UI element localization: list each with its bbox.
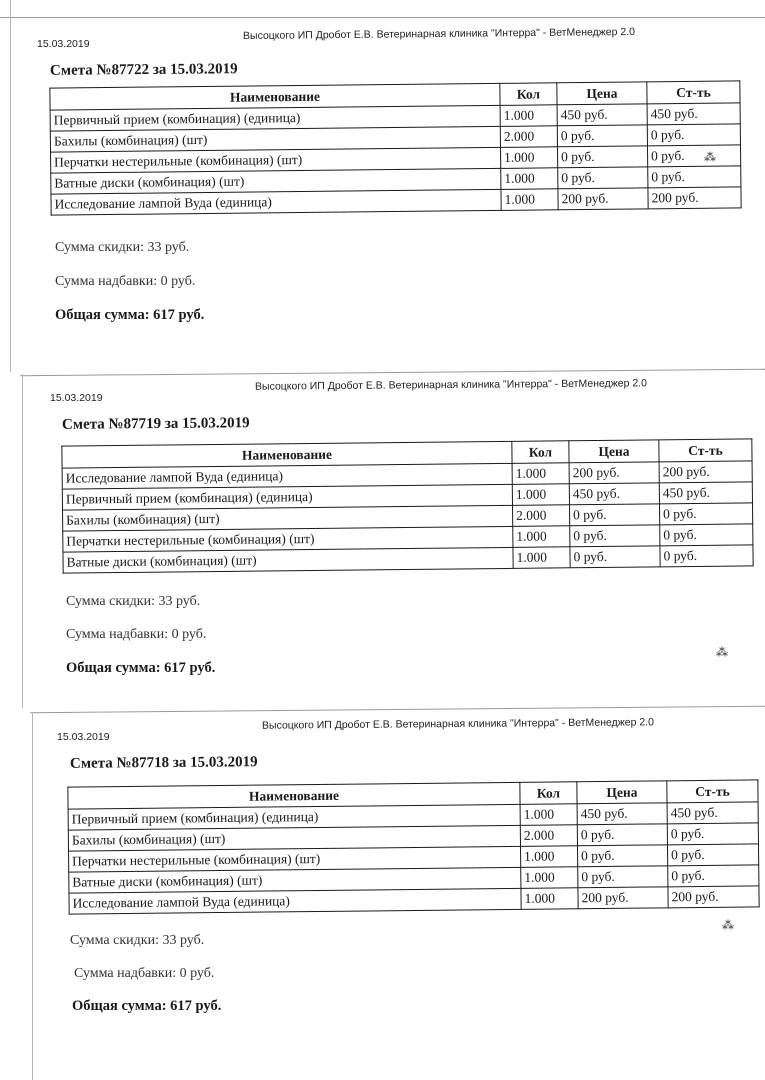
total-sum: Общая сумма: 617 руб. xyxy=(66,660,216,676)
item-price: 200 руб. xyxy=(569,462,659,484)
item-name: Бахилы (комбинация) (шт) xyxy=(63,505,513,531)
item-qty: 2.000 xyxy=(500,126,557,148)
scan-speck: ⁂ xyxy=(722,918,734,932)
col-header-price: Цена xyxy=(569,440,659,463)
markup-sum: Сумма надбавки: 0 руб. xyxy=(55,274,196,289)
item-price: 200 руб. xyxy=(558,188,648,210)
item-name: Ватные диски (комбинация) (шт) xyxy=(63,547,513,573)
col-header-name: Наименование xyxy=(50,83,500,110)
item-price: 0 руб. xyxy=(557,125,647,147)
item-qty: 1.000 xyxy=(501,189,558,211)
item-cost: 200 руб. xyxy=(668,886,759,908)
item-qty: 2.000 xyxy=(512,505,569,527)
total-sum: Общая сумма: 617 руб. xyxy=(72,998,222,1014)
header-clinic: Высоцкого ИП Дробот Е.В. Ветеринарная клиника "Интерра" - ВетМенеджер 2.0 xyxy=(261,716,654,732)
item-qty: 1.000 xyxy=(500,147,557,169)
item-cost: 0 руб. xyxy=(648,166,741,188)
item-cost: 0 руб. xyxy=(647,124,740,146)
col-header-name: Наименование xyxy=(62,441,512,468)
item-name: Первичный прием (комбинация) (единица) xyxy=(50,105,500,131)
item-name: Исследование лампой Вуда (единица) xyxy=(69,888,521,914)
item-name: Первичный прием (комбинация) (единица) xyxy=(62,484,512,510)
item-price: 0 руб. xyxy=(558,167,648,189)
item-qty: 1.000 xyxy=(520,804,577,826)
item-qty: 1.000 xyxy=(521,888,578,910)
item-cost: 200 руб. xyxy=(648,187,741,209)
item-qty: 1.000 xyxy=(501,168,558,190)
item-name: Ватные диски (комбинация) (шт) xyxy=(51,168,501,194)
discount-sum: Сумма скидки: 33 руб. xyxy=(55,240,190,255)
total-sum: Общая сумма: 617 руб. xyxy=(55,307,205,323)
item-cost: 0 руб. xyxy=(660,545,753,567)
col-header-name: Наименование xyxy=(68,782,520,809)
item-name: Перчатки нестерильные (комбинация) (шт) xyxy=(69,846,521,872)
item-cost: 450 руб. xyxy=(647,103,740,125)
header-date: 15.03.2019 xyxy=(37,38,90,50)
item-name: Бахилы (комбинация) (шт) xyxy=(50,126,500,152)
item-cost: 0 руб. xyxy=(667,823,758,845)
item-qty: 1.000 xyxy=(521,867,578,889)
item-cost: 200 руб. xyxy=(659,461,752,483)
item-name: Исследование лампой Вуда (единица) xyxy=(62,463,512,489)
item-price: 0 руб. xyxy=(557,146,647,168)
item-price: 200 руб. xyxy=(578,887,668,909)
col-header-qty: Кол xyxy=(520,782,577,805)
item-cost: 0 руб. xyxy=(668,865,759,887)
item-name: Ватные диски (комбинация) (шт) xyxy=(69,867,521,893)
item-cost: 0 руб. xyxy=(667,844,758,866)
col-header-price: Цена xyxy=(557,82,647,105)
item-qty: 1.000 xyxy=(513,526,570,548)
header-date: 15.03.2019 xyxy=(50,392,103,404)
col-header-cost: Ст-ть xyxy=(659,439,752,462)
item-qty: 1.000 xyxy=(512,463,569,485)
item-price: 450 руб. xyxy=(577,803,667,825)
item-qty: 1.000 xyxy=(512,484,569,506)
items-table xyxy=(67,779,759,914)
item-name: Перчатки нестерильные (комбинация) (шт) xyxy=(63,526,513,552)
col-header-qty: Кол xyxy=(512,441,569,464)
discount-sum: Сумма скидки: 33 руб. xyxy=(70,933,205,948)
col-header-price: Цена xyxy=(577,781,667,804)
item-name: Бахилы (комбинация) (шт) xyxy=(68,825,520,851)
discount-sum: Сумма скидки: 33 руб. xyxy=(66,594,201,609)
estimate-title: Смета №87718 за 15.03.2019 xyxy=(69,754,258,772)
item-price: 0 руб. xyxy=(569,504,659,526)
estimate-title: Смета №87719 за 15.03.2019 xyxy=(61,415,250,433)
item-price: 0 руб. xyxy=(570,525,660,547)
markup-sum: Сумма надбавки: 0 руб. xyxy=(74,966,215,981)
scan-speck: ⁂ xyxy=(704,150,716,164)
header-date: 15.03.2019 xyxy=(57,731,110,743)
item-cost: 0 руб. xyxy=(660,524,753,546)
estimate-title: Смета №87722 за 15.03.2019 xyxy=(49,61,238,79)
item-price: 0 руб. xyxy=(570,546,660,568)
item-cost: 450 руб. xyxy=(659,482,752,504)
header-clinic: Высоцкого ИП Дробот Е.В. Ветеринарная клиника "Интерра" - ВетМенеджер 2.0 xyxy=(254,377,647,393)
item-qty: 1.000 xyxy=(520,846,577,868)
item-name: Исследование лампой Вуда (единица) xyxy=(51,189,501,215)
item-name: Первичный прием (комбинация) (единица) xyxy=(68,804,520,830)
item-price: 450 руб. xyxy=(557,104,647,126)
item-price: 0 руб. xyxy=(577,845,667,867)
item-cost: 0 руб. xyxy=(659,503,752,525)
item-qty: 1.000 xyxy=(500,105,557,127)
item-qty: 2.000 xyxy=(520,825,577,847)
item-price: 0 руб. xyxy=(578,866,668,888)
item-qty: 1.000 xyxy=(513,547,570,569)
item-cost: 0 руб. xyxy=(647,145,740,167)
col-header-qty: Кол xyxy=(500,83,557,106)
header-clinic: Высоцкого ИП Дробот Е.В. Ветеринарная клиника "Интерра" - ВетМенеджер 2.0 xyxy=(242,25,635,43)
item-price: 0 руб. xyxy=(577,824,667,846)
scan-speck: ⁂ xyxy=(716,645,728,659)
markup-sum: Сумма надбавки: 0 руб. xyxy=(66,627,207,642)
item-cost: 450 руб. xyxy=(667,802,758,824)
item-price: 450 руб. xyxy=(569,483,659,505)
col-header-cost: Ст-ть xyxy=(667,780,758,803)
col-header-cost: Ст-ть xyxy=(647,81,740,104)
item-name: Перчатки нестерильные (комбинация) (шт) xyxy=(51,147,501,173)
